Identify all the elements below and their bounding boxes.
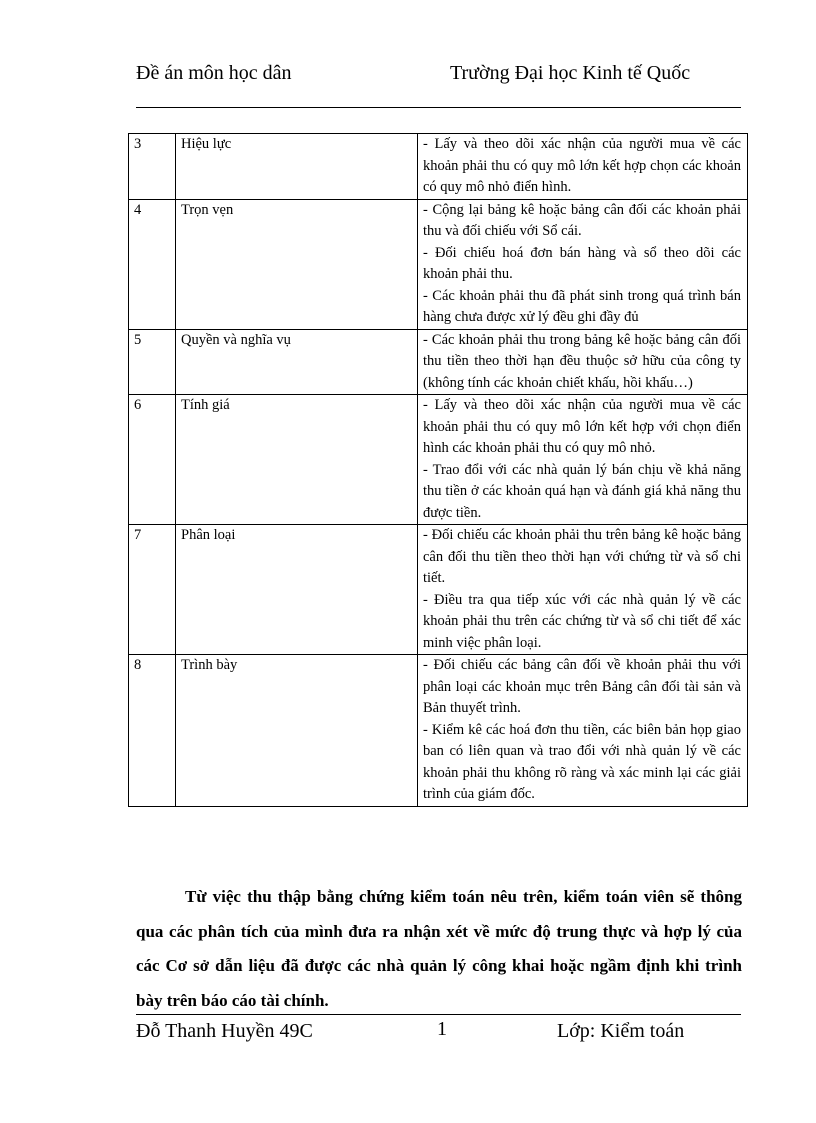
procedure-item: - Các khoản phải thu đã phát sinh trong quá trình bán hàng chưa được xử lý đều ghi đầy đủ xyxy=(423,287,741,325)
procedure-item: - Kiểm kê các hoá đơn thu tiền, các biên bản họp giao ban có liên quan và trao đổi với nhà quản lý về các khoản phải thu không rõ ràng và xác minh lại các giải trình của giám đốc. xyxy=(423,721,741,802)
audit-procedures xyxy=(418,199,748,329)
table-row xyxy=(129,134,748,200)
procedure-item: - Đối chiếu các bảng cân đối về khoản phải thu với phân loại các khoản mục trên Bảng cân đối tài sản và Bản thuyết trình. xyxy=(423,657,741,716)
table-row xyxy=(129,199,748,329)
footer-class: Lớp: Kiểm toán xyxy=(557,1020,685,1042)
procedure-item: - Trao đổi với các nhà quản lý bán chịu về khả năng thu tiền ở các khoản quá hạn và đánh giá khả năng thu được tiền. xyxy=(423,461,741,521)
table-row xyxy=(129,329,748,395)
audit-objective: Trọn vẹn xyxy=(176,199,418,329)
procedure-item: - Đối chiếu các khoản phải thu trên bảng kê hoặc bảng cân đối thu tiền theo thời hạn với chứng từ và sổ chi tiết. xyxy=(423,527,741,586)
table-row xyxy=(129,525,748,655)
table-row xyxy=(129,395,748,525)
procedure-item: - Các khoản phải thu trong bảng kê hoặc bảng cân đối thu tiền theo thời hạn đều thuộc sở hữu của công ty (không tính các khoản chiết khấu, hồi khấu…) xyxy=(423,331,741,391)
procedure-item: - Lấy và theo dõi xác nhận của người mua về các khoản phải thu có quy mô lớn kết hợp với chọn điển hình các khoản phải thu có quy mô nhỏ. xyxy=(423,397,741,456)
body-paragraph: Từ việc thu thập bằng chứng kiểm toán nêu trên, kiểm toán viên sẽ thông qua các phân tích của mình đưa ra nhận xét về mức độ trung thực và hợp lý của các Cơ sở dẫn liệu đã được các nhà quản lý công khai hoặc ngầm định khi trình bày trên báo cáo tài chính. xyxy=(136,887,742,1010)
procedure-item: - Điều tra qua tiếp xúc với các nhà quản lý về các khoản phải thu trên các chứng từ và sổ chi tiết để xác minh việc phân loại. xyxy=(423,591,741,651)
procedure-item: - Lấy và theo dõi xác nhận của người mua về các khoản phải thu có quy mô lớn kết hợp chọn các khoản có quy mô nhỏ điển hình. xyxy=(423,136,741,195)
audit-procedures xyxy=(418,655,748,807)
audit-procedures xyxy=(418,134,748,200)
row-number: 4 xyxy=(129,199,176,329)
audit-objective: Trình bày xyxy=(176,655,418,807)
row-number: 8 xyxy=(129,655,176,807)
footer-divider xyxy=(136,1014,741,1015)
row-number: 7 xyxy=(129,525,176,655)
audit-procedures-table-body xyxy=(129,134,748,807)
footer-author: Đỗ Thanh Huyền 49C xyxy=(136,1020,313,1042)
audit-objective: Tính giá xyxy=(176,395,418,525)
audit-procedures xyxy=(418,395,748,525)
row-number: 6 xyxy=(129,395,176,525)
table-row xyxy=(129,655,748,807)
audit-objective: Phân loại xyxy=(176,525,418,655)
header-university: Trường Đại học Kinh tế Quốc xyxy=(450,62,691,84)
audit-procedures xyxy=(418,525,748,655)
audit-objective: Quyền và nghĩa vụ xyxy=(176,329,418,395)
row-number: 3 xyxy=(129,134,176,200)
audit-objective: Hiệu lực xyxy=(176,134,418,200)
row-number: 5 xyxy=(129,329,176,395)
procedure-item: - Cộng lại bảng kê hoặc bảng cân đối các khoản phải thu và đối chiếu với Sổ cái. xyxy=(423,201,741,239)
header-divider xyxy=(136,107,741,108)
audit-procedures xyxy=(418,329,748,395)
page-number: 1 xyxy=(437,1018,447,1040)
procedure-item: - Đối chiếu hoá đơn bán hàng và sổ theo dõi các khoản phải thu. xyxy=(423,244,741,282)
header-course-title: Đề án môn học dân xyxy=(136,62,292,84)
audit-procedures-table xyxy=(128,133,748,807)
